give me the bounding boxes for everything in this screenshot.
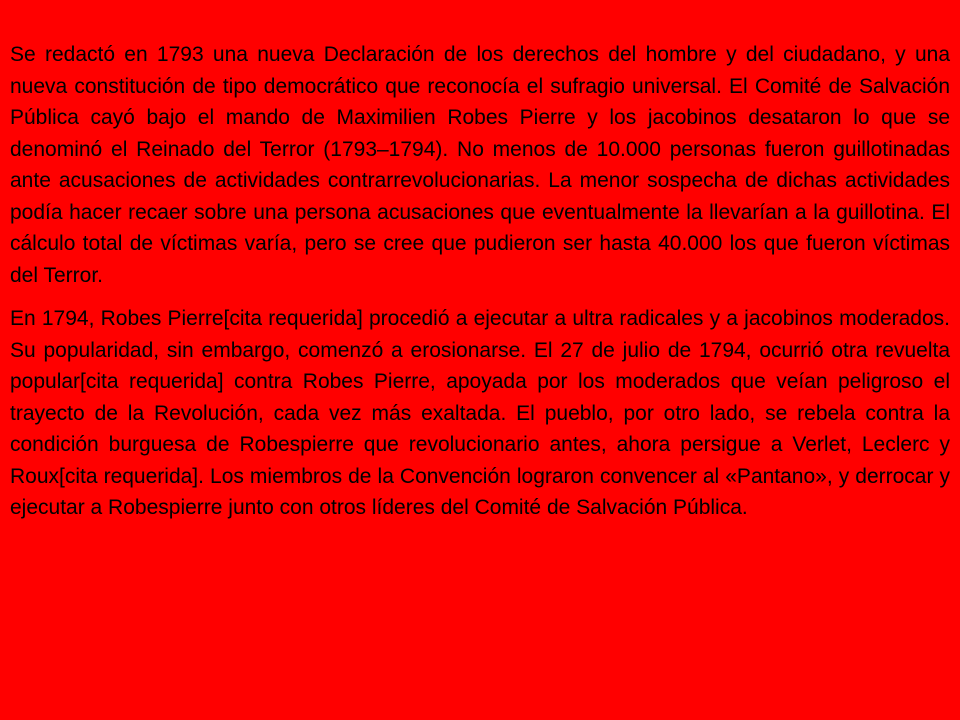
paragraph-1: Se redactó en 1793 una nueva Declaración de los derechos del hombre y del ciudadano, y una nueva constitución de tipo democrático que reconocía el sufragio universal. El Comité de Salvación Pública cayó bajo el mando de Maximilien Robes Pierre y los jacobinos desataron lo que se denominó el Reinado del Terror (1793–1794). No menos de 10.000 personas fueron guillotinadas ante acusaciones de actividades contrarrevolucionarias. La menor sospecha de dichas actividades podía hacer recaer sobre una persona acusaciones que eventualmente la llevarían a la guillotina. El cálculo total de víctimas varía, pero se cree que pudieron ser hasta 40.000 los que fueron víctimas del Terror. (10, 43, 950, 287)
body-text (10, 39, 950, 536)
paragraph-2: En 1794, Robes Pierre[cita requerida] procedió a ejecutar a ultra radicales y a jacobinos moderados. Su popularidad, sin embargo, comenzó a erosionarse. El 27 de julio de 1794, ocurrió otra revuelta popular[cita requerida] contra Robes Pierre, apoyada por los moderados que veían peligroso el trayecto de la Revolución, cada vez más exaltada. El pueblo, por otro lado, se rebela contra la condición burguesa de Robespierre que revolucionario antes, ahora persigue a Verlet, Leclerc y Roux[cita requerida]. Los miembros de la Convención lograron convencer al «Pantano», y derrocar y ejecutar a Robespierre junto con otros líderes del Comité de Salvación Pública. (10, 307, 950, 519)
